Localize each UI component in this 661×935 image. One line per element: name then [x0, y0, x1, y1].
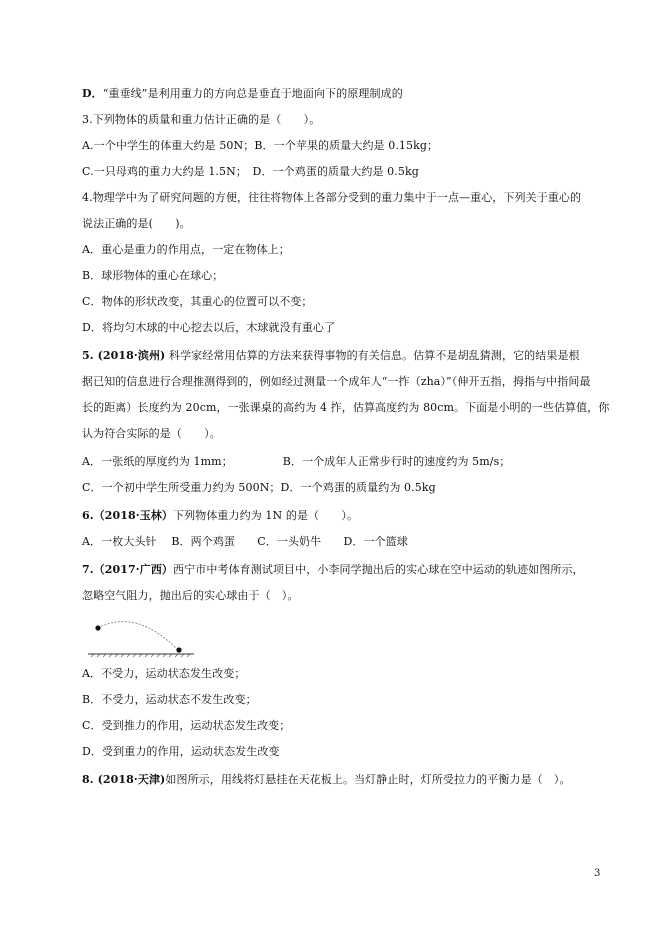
question-7-option-c: [82, 718, 290, 734]
question-text: 据已知的信息进行合理推测得到的，例如经过测量一个成年人“一拃（zha）”（伸开五指，拇指与中指间最: [82, 375, 591, 388]
question-6-stem: [82, 508, 358, 524]
question-7-option-b: [82, 692, 257, 708]
question-4-option-b: [82, 268, 223, 284]
option-text: A．一枚大头针 B．两个鸡蛋 C．一头奶牛 D．一个篮球: [82, 535, 408, 548]
question-text: 科学家经常用估算的方法来获得事物的有关信息。估算不是胡乱猜测，它的结果是根: [165, 349, 580, 362]
question-text: 认为符合实际的是（ ）。: [82, 427, 221, 440]
question-source: 8. (2018·天津): [82, 773, 166, 786]
question-7-option-d: [82, 744, 280, 760]
question-5-stem-line-4: [82, 426, 221, 442]
page-number: 3: [594, 868, 601, 879]
option-text: A．不受力，运动状态发生改变；: [82, 667, 246, 680]
question-7-stem-line-1: [82, 562, 584, 578]
option-label: D．: [82, 87, 103, 100]
option-text: C.一只母鸡的重力大约是 1.5N； D．一个鸡蛋的质量大约是 0.5kg: [82, 165, 419, 178]
option-text: A．重心是重力的作用点，一定在物体上；: [82, 243, 290, 256]
option-text: C．一个初中学生所受重力约为 500N；D．一个鸡蛋的质量约为 0.5kg: [82, 481, 436, 494]
question-3-options-ab: [82, 138, 438, 154]
question-4-option-a: [82, 242, 290, 258]
question-text: 西宁市中考体育测试项目中，小李同学抛出后的实心球在空中运动的轨迹如图所示，: [173, 563, 584, 576]
question-5-options-cd: [82, 480, 436, 496]
trajectory-path: [98, 622, 178, 650]
ball-end-point: [176, 647, 181, 652]
option-text: A.一个中学生的体重大约是 50N；B．一个苹果的质量大约是 0.15kg；: [82, 139, 439, 152]
question-text: 3.下列物体的质量和重力估计正确的是（ ）。: [82, 113, 321, 126]
ball-start-point: [95, 625, 100, 630]
question-text: 长的距离）长度约为 20cm，一张课桌的高约为 4 拃，估算高度约为 80cm。下面是小明的一些估算值，你: [82, 401, 610, 414]
question-source: 7.（2017·广西）: [82, 563, 174, 576]
question-3-options-cd: [82, 164, 419, 180]
option-text: A．一张纸的厚度约为 1mm； B．一个成年人正常步行时的速度约为 5m/s；: [82, 455, 511, 468]
option-text: C．物体的形状改变，其重心的位置可以不变；: [82, 295, 313, 308]
option-d-plumb-line: [82, 86, 403, 102]
question-5-options-ab: [82, 454, 510, 470]
question-4-option-c: [82, 294, 313, 310]
ball-trajectory-diagram: [86, 613, 196, 658]
question-6-options: [82, 534, 408, 550]
question-text: 忽略空气阻力，抛出后的实心球由于（ ）。: [82, 589, 299, 602]
question-text: 说法正确的是( )。: [82, 217, 191, 230]
option-text: D．将均匀木球的中心挖去以后，木球就没有重心了: [82, 321, 336, 334]
option-text: B．球形物体的重心在球心；: [82, 269, 224, 282]
option-text: C．受到推力的作用，运动状态发生改变；: [82, 719, 291, 732]
option-text: D．受到重力的作用，运动状态发生改变: [82, 745, 280, 758]
question-7-option-a: [82, 666, 245, 682]
question-source: 5. (2018·滨州): [82, 349, 166, 362]
question-text: 下列物体重力约为 1N 的是（ ）。: [173, 509, 359, 522]
question-text: 4.物理学中为了研究问题的方便，往往将物体上各部分受到的重力集中于一点—重心，下列关于重心的: [82, 191, 582, 204]
option-text: “重垂线”是利用重力的方向总是垂直于地面向下的原理制成的: [102, 87, 403, 100]
question-4-stem-line-1: [82, 190, 581, 206]
option-text: B．不受力，运动状态不发生改变；: [82, 693, 257, 706]
question-source: 6.（2018·玉林）: [82, 509, 174, 522]
question-4-stem-line-2: [82, 216, 191, 232]
question-8-stem: [82, 772, 571, 788]
question-5-stem-line-3: [82, 400, 609, 416]
question-text: 如图所示，用线将灯悬挂在天花板上。当灯静止时，灯所受拉力的平衡力是（ ）。: [165, 773, 571, 786]
question-5-stem-line-1: [82, 348, 580, 364]
question-7-stem-line-2: [82, 588, 299, 604]
question-5-stem-line-2: [82, 374, 591, 390]
question-3-stem: [82, 112, 320, 128]
question-4-option-d: [82, 320, 335, 336]
